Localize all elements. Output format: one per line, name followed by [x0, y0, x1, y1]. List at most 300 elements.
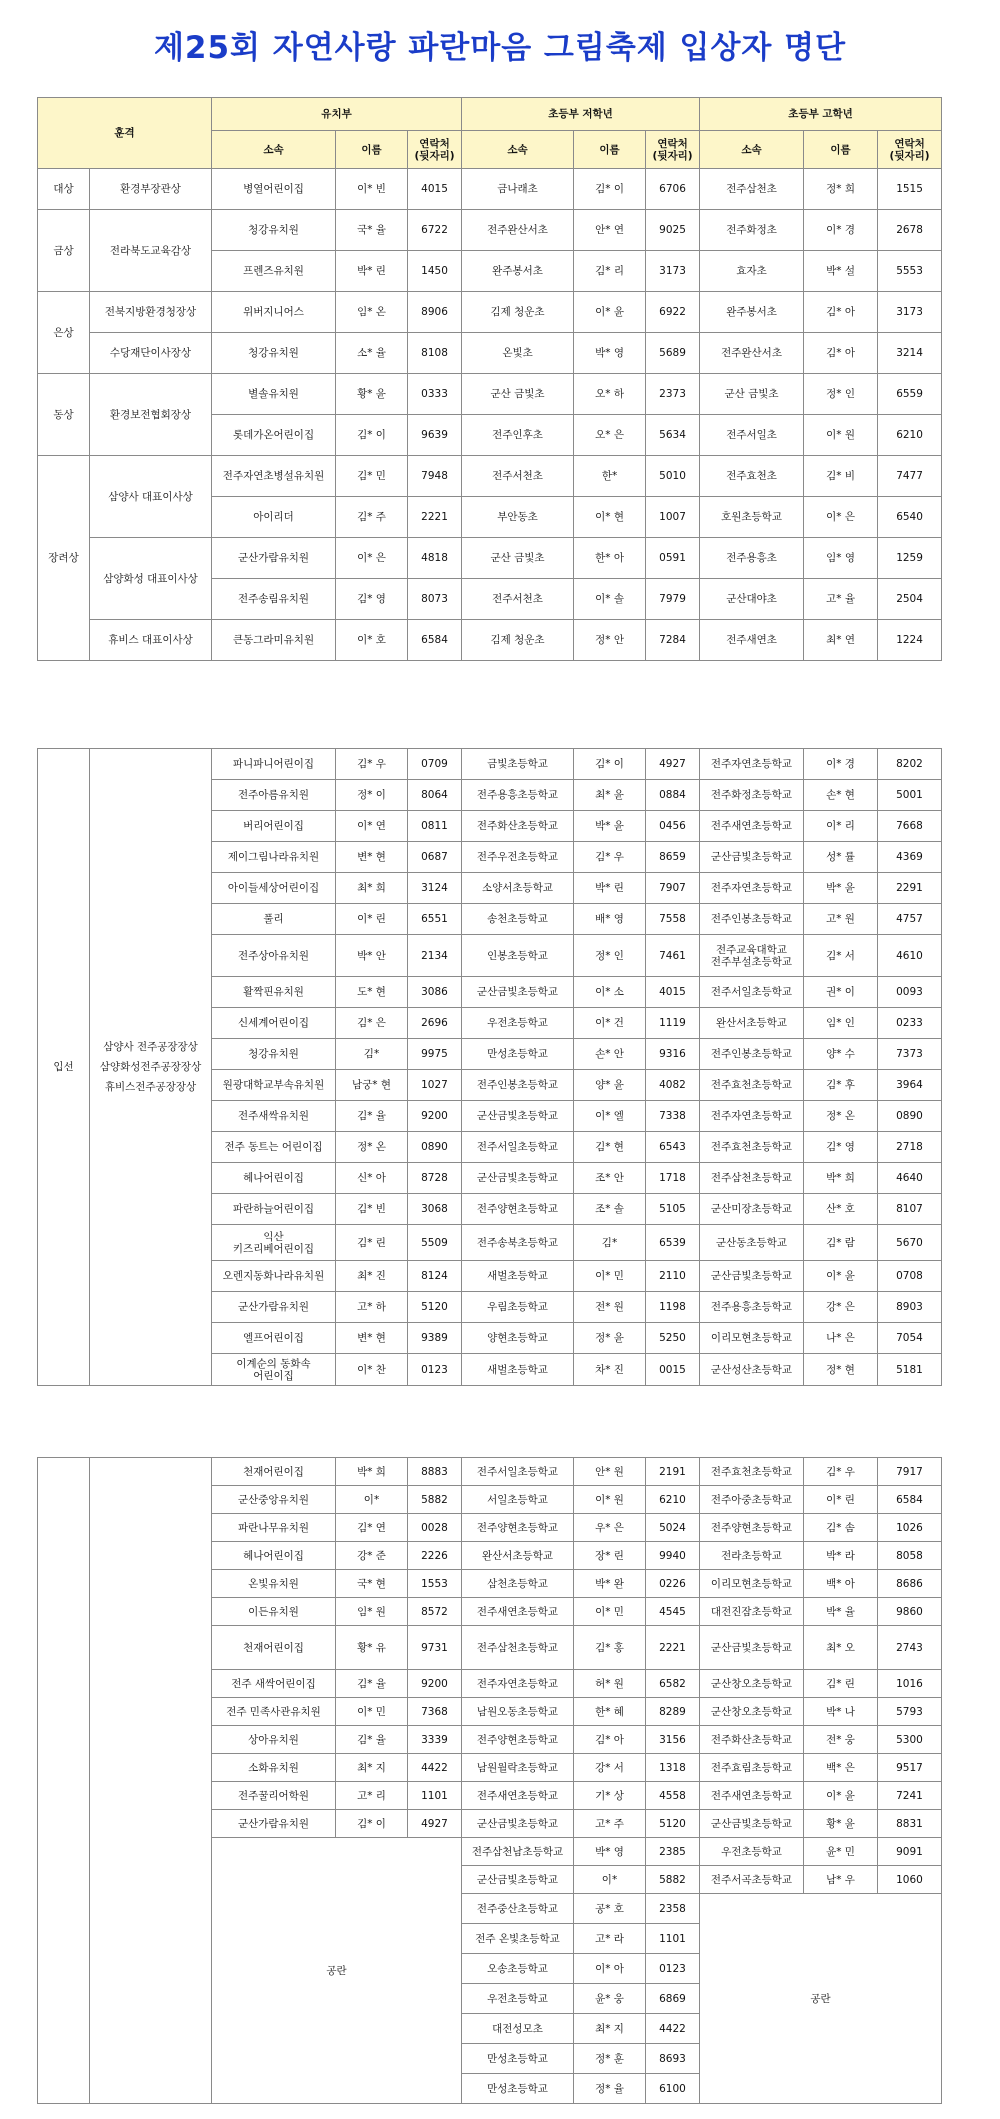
name-cell: 김* 홍 [574, 1626, 646, 1670]
table-row [38, 1458, 942, 1486]
affil-cell: 전주화정초 [700, 210, 804, 251]
affil-cell: 군산 금빛초 [462, 538, 574, 579]
affil-cell: 우림초등학교 [462, 1292, 574, 1323]
contact-cell: 7461 [646, 935, 700, 977]
header-kinder: 유치부 [212, 98, 462, 131]
affil-cell: 전주새연초등학교 [462, 1598, 574, 1626]
name-cell: 우* 은 [574, 1514, 646, 1542]
name-cell: 이* 찬 [336, 1354, 408, 1386]
affil-cell: 전주우전초등학교 [462, 842, 574, 873]
affil-cell: 청강유치원 [212, 210, 336, 251]
contact-cell: 2134 [408, 935, 462, 977]
header-affil: 소속 [212, 131, 336, 169]
affil-cell: 양현초등학교 [462, 1323, 574, 1354]
affil-cell: 전주서천초 [462, 579, 574, 620]
contact-cell: 8693 [646, 2044, 700, 2074]
name-cell: 이* 은 [804, 497, 878, 538]
contact-cell: 4422 [646, 2014, 700, 2044]
name-cell: 김* 민 [336, 456, 408, 497]
name-cell: 김* 은 [336, 1008, 408, 1039]
affil-cell: 군산창오초등학교 [700, 1670, 804, 1698]
contact-cell: 5120 [408, 1292, 462, 1323]
contact-cell: 6584 [408, 620, 462, 661]
name-cell: 박* 영 [574, 1838, 646, 1866]
affil-cell: 파니파니어린이집 [212, 749, 336, 780]
contact-cell: 2718 [878, 1132, 942, 1163]
name-cell: 김* 영 [804, 1132, 878, 1163]
contact-cell: 1318 [646, 1754, 700, 1782]
contact-cell: 6551 [408, 904, 462, 935]
contact-cell: 0890 [878, 1101, 942, 1132]
name-cell: 임* 영 [804, 538, 878, 579]
affil-cell: 전주송림유치원 [212, 579, 336, 620]
name-cell: 강* 준 [336, 1542, 408, 1570]
contact-cell: 6582 [646, 1670, 700, 1698]
name-cell: 박* 윤 [804, 873, 878, 904]
contact-cell: 4082 [646, 1070, 700, 1101]
contact-cell: 6540 [878, 497, 942, 538]
contact-cell: 5010 [646, 456, 700, 497]
contact-cell: 7284 [646, 620, 700, 661]
contact-cell: 7668 [878, 811, 942, 842]
name-cell: 최* 진 [336, 1261, 408, 1292]
affil-cell: 전라초등학교 [700, 1542, 804, 1570]
name-cell: 정* 안 [574, 620, 646, 661]
name-cell: 조* 솔 [574, 1194, 646, 1225]
award-cell: 입선 [38, 749, 90, 1386]
header-award: 훈격 [38, 98, 212, 169]
name-cell: 최* 윤 [574, 780, 646, 811]
name-cell: 백* 은 [804, 1754, 878, 1782]
name-cell: 정* 인 [804, 374, 878, 415]
contact-cell: 5105 [646, 1194, 700, 1225]
contact-cell: 8202 [878, 749, 942, 780]
affil-cell: 금나래초 [462, 169, 574, 210]
name-cell: 백* 아 [804, 1570, 878, 1598]
contact-cell: 9091 [878, 1838, 942, 1866]
affil-cell: 전주효천초등학교 [700, 1070, 804, 1101]
contact-cell: 5793 [878, 1698, 942, 1726]
contact-cell: 8058 [878, 1542, 942, 1570]
affil-cell: 전주효천초등학교 [700, 1458, 804, 1486]
contact-cell: 8124 [408, 1261, 462, 1292]
affil-cell: 김제 청운초 [462, 292, 574, 333]
contact-cell: 5882 [408, 1486, 462, 1514]
name-cell: 박* 희 [804, 1163, 878, 1194]
sponsor-cell: 환경보전협회장상 [90, 374, 212, 456]
name-cell: 정* 온 [336, 1132, 408, 1163]
name-cell: 김* [574, 1225, 646, 1261]
table-row [38, 374, 942, 415]
sponsor-cell: 수당재단이사장상 [90, 333, 212, 374]
name-cell: 이* 은 [336, 538, 408, 579]
header-affil: 소속 [462, 131, 574, 169]
name-cell: 공* 호 [574, 1894, 646, 1924]
contact-cell: 6722 [408, 210, 462, 251]
affil-cell: 전주용흥초등학교 [462, 780, 574, 811]
contact-cell: 2110 [646, 1261, 700, 1292]
name-cell: 양* 윤 [574, 1070, 646, 1101]
contact-cell: 9860 [878, 1598, 942, 1626]
name-cell: 이* 린 [804, 1486, 878, 1514]
affil-cell: 이리모현초등학교 [700, 1323, 804, 1354]
contact-cell: 6559 [878, 374, 942, 415]
contact-cell: 7241 [878, 1782, 942, 1810]
header-name: 이름 [804, 131, 878, 169]
affil-cell: 군산금빛초등학교 [462, 977, 574, 1008]
contact-cell: 1026 [878, 1514, 942, 1542]
contact-cell: 4757 [878, 904, 942, 935]
contact-cell: 5882 [646, 1866, 700, 1894]
contact-cell: 8289 [646, 1698, 700, 1726]
affil-cell: 전주양현초등학교 [462, 1194, 574, 1225]
contact-cell: 1101 [646, 1924, 700, 1954]
name-cell: 박* 린 [574, 873, 646, 904]
contact-cell: 1119 [646, 1008, 700, 1039]
name-cell: 김* 솜 [804, 1514, 878, 1542]
affil-cell: 군산대야초 [700, 579, 804, 620]
affil-cell: 군산금빛초등학교 [700, 1810, 804, 1838]
affil-cell: 병열어린이집 [212, 169, 336, 210]
affil-cell: 전주상아유치원 [212, 935, 336, 977]
table-row [38, 292, 942, 333]
contact-cell: 6539 [646, 1225, 700, 1261]
affil-cell: 전주자연초등학교 [700, 749, 804, 780]
table-row [38, 620, 942, 661]
name-cell: 정* 윤 [574, 1323, 646, 1354]
name-cell: 이* 윤 [804, 1782, 878, 1810]
contact-cell: 9517 [878, 1754, 942, 1782]
affil-cell: 새벌초등학교 [462, 1261, 574, 1292]
name-cell: 신* 아 [336, 1163, 408, 1194]
affil-cell: 전주삼천초 [700, 169, 804, 210]
contact-cell: 7558 [646, 904, 700, 935]
contact-cell: 5300 [878, 1726, 942, 1754]
affil-cell: 신세계어린이집 [212, 1008, 336, 1039]
contact-cell: 3156 [646, 1726, 700, 1754]
name-cell: 박* 영 [574, 333, 646, 374]
affil-cell: 전주완산서초 [700, 333, 804, 374]
affil-cell: 호원초등학교 [700, 497, 804, 538]
affil-cell: 남원오동초등학교 [462, 1698, 574, 1726]
contact-cell: 6584 [878, 1486, 942, 1514]
name-cell: 김* 리 [574, 251, 646, 292]
name-cell: 김* 율 [336, 1670, 408, 1698]
contact-cell: 2504 [878, 579, 942, 620]
contact-cell: 2358 [646, 1894, 700, 1924]
contact-cell: 0015 [646, 1354, 700, 1386]
contact-cell: 6100 [646, 2074, 700, 2104]
affil-cell: 전주서일초등학교 [700, 977, 804, 1008]
affil-cell: 위버지니어스 [212, 292, 336, 333]
name-cell: 김* 연 [336, 1514, 408, 1542]
name-cell: 김* 람 [804, 1225, 878, 1261]
contact-cell: 3086 [408, 977, 462, 1008]
affil-cell: 전주삼천초등학교 [700, 1163, 804, 1194]
name-cell: 김* 현 [574, 1132, 646, 1163]
name-cell: 배* 영 [574, 904, 646, 935]
sponsor-name: 휴비스전주공장장상 [104, 1081, 197, 1093]
affil-cell: 천재어린이집 [212, 1626, 336, 1670]
contact-cell: 1198 [646, 1292, 700, 1323]
contact-cell: 0811 [408, 811, 462, 842]
contact-cell: 8572 [408, 1598, 462, 1626]
name-cell: 양* 수 [804, 1039, 878, 1070]
affil-cell: 군산금빛초등학교 [462, 1163, 574, 1194]
table-row [38, 749, 942, 780]
affil-cell: 전주용흥초 [700, 538, 804, 579]
header-contact: 연락처 (뒷자리) [878, 131, 942, 169]
contact-cell: 2373 [646, 374, 700, 415]
contact-cell: 1027 [408, 1070, 462, 1101]
affil-cell: 전주서천초 [462, 456, 574, 497]
affil-cell: 청강유치원 [212, 333, 336, 374]
contact-cell: 5689 [646, 333, 700, 374]
affil-cell: 서일초등학교 [462, 1486, 574, 1514]
table-row [38, 333, 942, 374]
contact-cell: 1553 [408, 1570, 462, 1598]
affil-cell: 전주화정초등학교 [700, 780, 804, 811]
affil-cell: 오렌지동화나라유치원 [212, 1261, 336, 1292]
affil-cell: 전주화산초등학교 [462, 811, 574, 842]
contact-cell: 3214 [878, 333, 942, 374]
name-cell: 기* 상 [574, 1782, 646, 1810]
header-name: 이름 [574, 131, 646, 169]
contact-cell: 8883 [408, 1458, 462, 1486]
affil-cell: 군산창오초등학교 [700, 1698, 804, 1726]
contact-cell: 5553 [878, 251, 942, 292]
affil-cell: 군산금빛초등학교 [700, 1626, 804, 1670]
contact-cell: 0333 [408, 374, 462, 415]
contact-cell: 0093 [878, 977, 942, 1008]
header-affil: 소속 [700, 131, 804, 169]
name-cell: 소* 율 [336, 333, 408, 374]
contact-cell: 4640 [878, 1163, 942, 1194]
header-elem-high: 초등부 고학년 [700, 98, 942, 131]
contact-cell: 0123 [408, 1354, 462, 1386]
name-cell: 김* 우 [336, 749, 408, 780]
affil-cell: 큰동그라미유치원 [212, 620, 336, 661]
affil-cell: 전주 동트는 어린이집 [212, 1132, 336, 1163]
sponsor-cell: 휴비스 대표이사상 [90, 620, 212, 661]
name-cell: 한* 아 [574, 538, 646, 579]
affil-cell: 전주효천초 [700, 456, 804, 497]
name-cell: 이* 민 [574, 1598, 646, 1626]
contact-cell: 3124 [408, 873, 462, 904]
affil-cell: 새벌초등학교 [462, 1354, 574, 1386]
affil-cell: 전주효천초등학교 [700, 1132, 804, 1163]
contact-cell: 8831 [878, 1810, 942, 1838]
name-cell: 이* 리 [804, 811, 878, 842]
contact-cell: 8064 [408, 780, 462, 811]
affil-cell: 아이들세상어린이집 [212, 873, 336, 904]
name-cell: 이* [336, 1486, 408, 1514]
sponsor-cell: 삼양화성 대표이사상 [90, 538, 212, 620]
name-cell: 최* 연 [804, 620, 878, 661]
table-row [38, 210, 942, 251]
table-row [38, 169, 942, 210]
affil-cell: 군산 금빛초 [700, 374, 804, 415]
name-cell: 이* 윤 [574, 292, 646, 333]
name-cell: 황* 윤 [336, 374, 408, 415]
contact-cell: 0233 [878, 1008, 942, 1039]
affil-cell: 이계순의 동화속 어린이집 [212, 1354, 336, 1386]
name-cell: 이* 현 [574, 497, 646, 538]
name-cell: 변* 현 [336, 842, 408, 873]
name-cell: 강* 서 [574, 1754, 646, 1782]
name-cell: 차* 진 [574, 1354, 646, 1386]
header-name: 이름 [336, 131, 408, 169]
affil-cell: 전주화산초등학교 [700, 1726, 804, 1754]
affil-cell: 우전초등학교 [700, 1838, 804, 1866]
affil-cell: 완산서초등학교 [462, 1542, 574, 1570]
name-cell: 이* [574, 1866, 646, 1894]
sponsor-name: 삼양사 전주공장장상 [103, 1041, 198, 1053]
affil-cell: 군산미장초등학교 [700, 1194, 804, 1225]
name-cell: 박* 설 [804, 251, 878, 292]
affil-cell: 만성초등학교 [462, 2044, 574, 2074]
affil-cell: 전주자연초등학교 [462, 1670, 574, 1698]
contact-cell: 1450 [408, 251, 462, 292]
affil-cell: 전주새연초등학교 [462, 1782, 574, 1810]
contact-cell: 5509 [408, 1225, 462, 1261]
contact-cell: 3964 [878, 1070, 942, 1101]
contact-cell: 0708 [878, 1261, 942, 1292]
award-cell: 장려상 [38, 456, 90, 661]
name-cell: 박* 안 [336, 935, 408, 977]
name-cell: 박* 라 [804, 1542, 878, 1570]
affil-cell: 전주서일초등학교 [462, 1132, 574, 1163]
contact-cell: 0456 [646, 811, 700, 842]
contact-cell: 3339 [408, 1726, 462, 1754]
name-cell: 김* 이 [336, 415, 408, 456]
name-cell: 손* 현 [804, 780, 878, 811]
affil-cell: 롯데가온어린이집 [212, 415, 336, 456]
sponsor-cell: 환경부장관상 [90, 169, 212, 210]
contact-cell: 2743 [878, 1626, 942, 1670]
affil-cell: 전주양현초등학교 [462, 1726, 574, 1754]
name-cell: 박* 완 [574, 1570, 646, 1598]
name-cell: 산* 호 [804, 1194, 878, 1225]
contact-cell: 9025 [646, 210, 700, 251]
affil-cell: 전주자연초병설유치원 [212, 456, 336, 497]
name-cell: 윤* 웅 [574, 1984, 646, 2014]
name-cell: 임* 원 [336, 1598, 408, 1626]
contact-cell: 9731 [408, 1626, 462, 1670]
name-cell: 김* 율 [336, 1101, 408, 1132]
name-cell: 정* 희 [804, 169, 878, 210]
contact-cell: 1224 [878, 620, 942, 661]
affil-cell: 청강유치원 [212, 1039, 336, 1070]
contact-cell: 4015 [646, 977, 700, 1008]
affil-cell: 만성초등학교 [462, 1039, 574, 1070]
affil-cell: 부안동초 [462, 497, 574, 538]
affil-cell: 만성초등학교 [462, 2074, 574, 2104]
name-cell: 이* 원 [804, 415, 878, 456]
affil-cell: 헤나어린이집 [212, 1542, 336, 1570]
affil-cell: 전주서곡초등학교 [700, 1866, 804, 1894]
name-cell: 박* 율 [804, 1598, 878, 1626]
contact-cell: 6543 [646, 1132, 700, 1163]
name-cell: 한* [574, 456, 646, 497]
affil-cell: 삼천초등학교 [462, 1570, 574, 1598]
name-cell: 정* 이 [336, 780, 408, 811]
name-cell: 도* 현 [336, 977, 408, 1008]
contact-cell: 2221 [408, 497, 462, 538]
sponsor-cell: 전북지방환경청장상 [90, 292, 212, 333]
contact-cell: 1259 [878, 538, 942, 579]
name-cell: 김* 린 [336, 1225, 408, 1261]
award-cell: 대상 [38, 169, 90, 210]
name-cell: 이* 연 [336, 811, 408, 842]
contact-cell: 0890 [408, 1132, 462, 1163]
name-cell: 고* 율 [804, 579, 878, 620]
affil-cell: 전주삼천초등학교 [462, 1626, 574, 1670]
affil-cell: 전주자연초등학교 [700, 873, 804, 904]
name-cell: 정* 율 [574, 2074, 646, 2104]
affil-cell: 전주새연초등학교 [700, 811, 804, 842]
affil-cell: 대전성모초 [462, 2014, 574, 2044]
name-cell: 정* 훈 [574, 2044, 646, 2074]
affil-cell: 군산동초등학교 [700, 1225, 804, 1261]
affil-cell: 전주양현초등학교 [700, 1514, 804, 1542]
contact-cell: 7979 [646, 579, 700, 620]
contact-cell: 7338 [646, 1101, 700, 1132]
affil-cell: 이리모현초등학교 [700, 1570, 804, 1598]
affil-cell: 전주새싹유치원 [212, 1101, 336, 1132]
affil-cell: 완주봉서초 [462, 251, 574, 292]
contact-cell: 0028 [408, 1514, 462, 1542]
award-cell [38, 1458, 90, 2104]
affil-cell: 풀리 [212, 904, 336, 935]
affil-cell: 온빛유치원 [212, 1570, 336, 1598]
affil-cell: 이든유치원 [212, 1598, 336, 1626]
affil-cell: 온빛초 [462, 333, 574, 374]
name-cell: 이* 린 [336, 904, 408, 935]
name-cell: 성* 률 [804, 842, 878, 873]
sponsor-name: 삼양화성전주공장장상 [99, 1061, 202, 1073]
page-title: 제25회 자연사랑 파란마음 그림축제 입상자 명단 [153, 30, 847, 66]
affil-cell: 군산가람유치원 [212, 1292, 336, 1323]
name-cell: 김* 후 [804, 1070, 878, 1101]
award-cell: 은상 [38, 292, 90, 374]
affil-cell: 김제 청운초 [462, 620, 574, 661]
contact-cell: 9200 [408, 1101, 462, 1132]
name-cell: 이* 호 [336, 620, 408, 661]
contact-cell: 2191 [646, 1458, 700, 1486]
affil-cell: 우전초등학교 [462, 1008, 574, 1039]
blank-cell: 공란 [700, 1894, 942, 2104]
contact-cell: 0709 [408, 749, 462, 780]
contact-cell: 4545 [646, 1598, 700, 1626]
affil-cell: 전주중산초등학교 [462, 1894, 574, 1924]
contact-cell: 5250 [646, 1323, 700, 1354]
affil-cell: 천재어린이집 [212, 1458, 336, 1486]
table-row [38, 456, 942, 497]
contact-cell: 6210 [646, 1486, 700, 1514]
affil-cell: 전주용흥초등학교 [700, 1292, 804, 1323]
name-cell: 고* 라 [574, 1924, 646, 1954]
name-cell: 이* 아 [574, 1954, 646, 1984]
name-cell: 김* 우 [804, 1458, 878, 1486]
affil-cell: 활짝핀유치원 [212, 977, 336, 1008]
contact-cell: 5001 [878, 780, 942, 811]
name-cell: 김* 이 [574, 749, 646, 780]
contact-cell: 8107 [878, 1194, 942, 1225]
name-cell: 고* 주 [574, 1810, 646, 1838]
name-cell: 국* 현 [336, 1570, 408, 1598]
affil-cell: 전주꿀리어학원 [212, 1782, 336, 1810]
